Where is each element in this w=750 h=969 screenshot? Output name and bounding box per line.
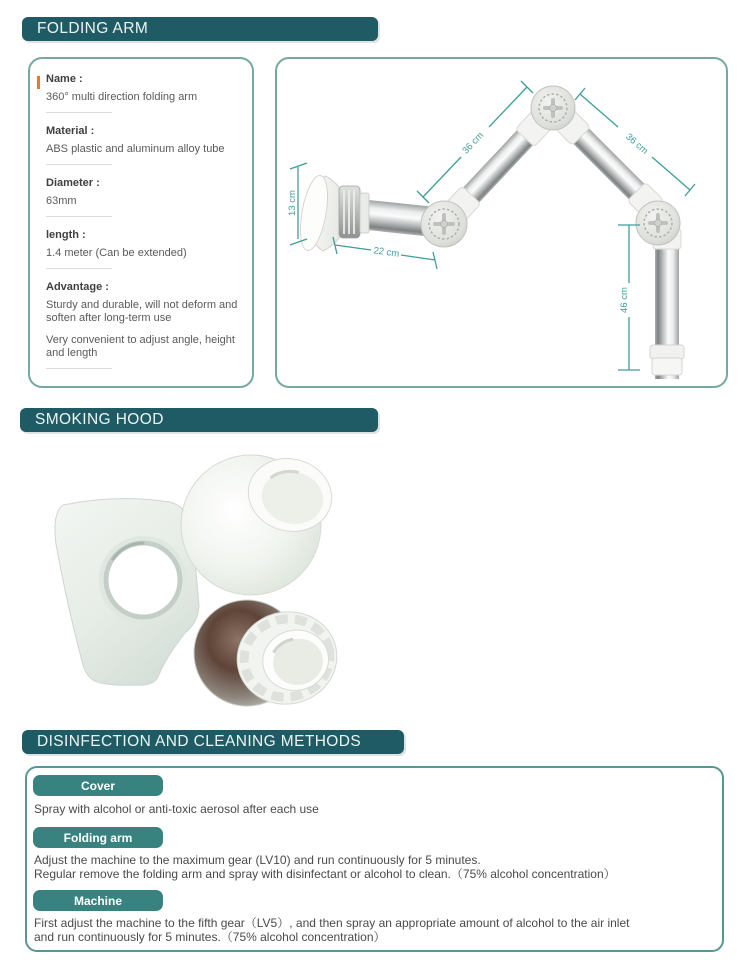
dimension-line-46cm <box>618 225 640 370</box>
spec-value: Very convenient to adjust angle, height and length <box>46 334 235 359</box>
flat-hood-part <box>55 499 199 686</box>
cleaning-instruction: Regular remove the folding arm and spray with disinfectant or alcohol to clean.（75% alcohol concentration） <box>34 867 616 881</box>
spec-group-diameter <box>46 177 244 217</box>
cleaning-instruction: Spray with alcohol or anti-toxic aerosol after each use <box>34 802 319 816</box>
cleaning-instruction: Adjust the machine to the maximum gear (LV10) and run continuously for 5 minutes. <box>34 853 481 867</box>
divider <box>46 268 112 269</box>
divider <box>46 368 112 369</box>
spec-value: 360° multi direction folding arm <box>46 91 198 103</box>
suction-hood <box>296 173 442 252</box>
outlet-coupler <box>650 345 684 375</box>
divider <box>46 112 112 113</box>
spec-group-name <box>46 73 244 113</box>
dim-label-hood-length: 22 cm <box>372 245 400 260</box>
smoking-hood-photo <box>25 443 445 730</box>
dim-label-hood-height: 13 cm <box>287 190 298 216</box>
spec-panel <box>28 57 254 388</box>
dim-label-arm2: 36 cm <box>623 131 651 157</box>
spec-group-material <box>46 125 244 165</box>
tag-pill-folding-arm: Folding arm <box>33 827 163 848</box>
cleaning-instruction: First adjust the machine to the fifth gear（LV5）, and then spray an appropriate amount of alcohol to the air inlet <box>34 916 630 930</box>
diagram-panel <box>275 57 728 388</box>
spec-group-length <box>46 229 244 269</box>
dimension-line-22cm <box>333 237 437 269</box>
spec-group-advantage <box>46 281 244 369</box>
tag-pill-cover: Cover <box>33 775 163 796</box>
folding-arm-diagram <box>277 59 726 386</box>
cleaning-instruction: and run continuously for 5 minutes.（75% alcohol concentration） <box>34 930 386 944</box>
spec-value: ABS plastic and aluminum alloy tube <box>46 143 225 155</box>
spec-label: Name : <box>46 73 83 85</box>
cleaning-panel <box>25 766 724 952</box>
dim-label-arm1: 36 cm <box>460 130 487 157</box>
section-header-smoking-hood: SMOKING HOOD <box>20 408 378 432</box>
orange-accent-bar <box>37 76 40 89</box>
arm-joint-top <box>531 86 575 130</box>
section-header-folding-arm: FOLDING ARM <box>22 17 378 41</box>
divider <box>46 164 112 165</box>
spec-value: 63mm <box>46 195 77 207</box>
spec-label: Material : <box>46 125 95 137</box>
arm-joint-lower <box>636 201 680 245</box>
spec-label: length : <box>46 229 86 241</box>
spec-label: Diameter : <box>46 177 100 189</box>
arm-joint-elbow <box>421 201 467 247</box>
dome-collar-part <box>194 600 345 713</box>
dim-label-tube: 46 cm <box>619 287 630 313</box>
divider <box>46 216 112 217</box>
section-header-disinfection: DISINFECTION AND CLEANING METHODS <box>22 730 404 754</box>
spec-label: Advantage : <box>46 281 109 293</box>
cone-hood-part <box>181 450 339 595</box>
spec-value: Sturdy and durable, will not deform and soften after long-term use <box>46 299 238 324</box>
spec-value: 1.4 meter (Can be extended) <box>46 247 187 259</box>
tag-pill-machine: Machine <box>33 890 163 911</box>
